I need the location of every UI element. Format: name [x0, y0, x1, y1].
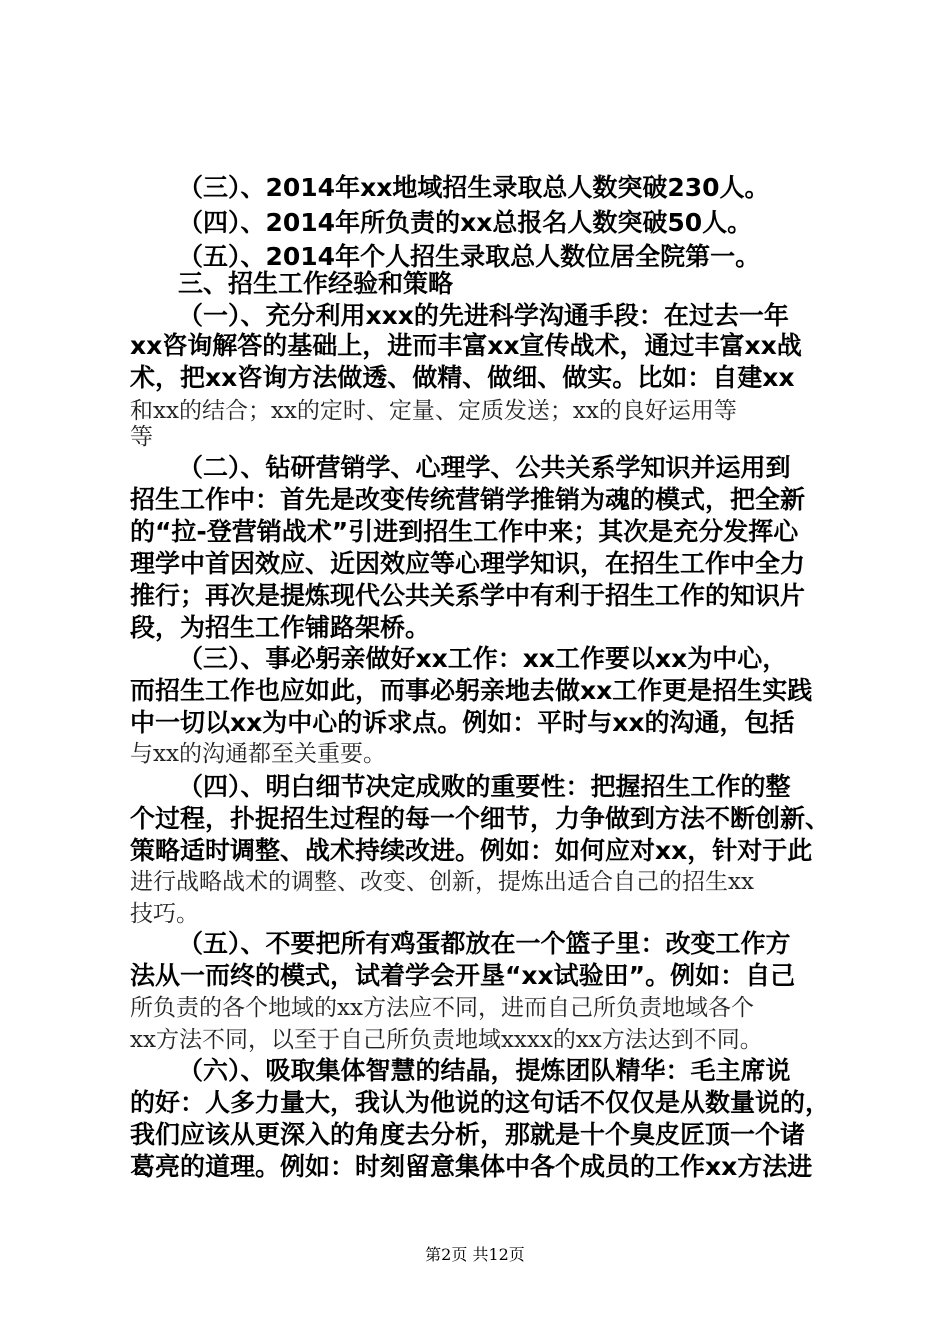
text-line: （二）、钻研营销学、心理学、公共关系学知识并运用到: [178, 453, 791, 482]
text-line: xx方法不同，以至于自己所负责地域xxxx的xx方法达到不同。: [130, 1027, 763, 1053]
text-line: 与xx的沟通都至关重要。: [130, 741, 386, 767]
text-line: 技巧。: [130, 901, 199, 927]
text-line: 段，为招生工作铺路架桥。: [130, 613, 431, 642]
text-line: （四）、2014年所负责的xx总报名人数突破50人。: [178, 208, 753, 237]
text-line: 理学中首因效应、近因效应等心理学知识，在招生工作中全力: [130, 549, 806, 578]
text-line: （一）、充分利用xxx的先进科学沟通手段：在过去一年: [178, 301, 789, 330]
text-line: 推行；再次是提炼现代公共关系学中有利于招生工作的知识片: [130, 581, 806, 610]
text-line: 法从一而终的模式，试着学会开垦“xx试验田”。例如：自己: [130, 961, 796, 990]
text-line: 葛亮的道理。例如：时刻留意集体中各个成员的工作xx方法进: [130, 1152, 813, 1181]
page-number-footer: 第2页 共12页: [425, 1245, 525, 1264]
text-line: 我们应该从更深入的角度去分析，那就是十个臭皮匠顶一个诸: [130, 1120, 806, 1149]
text-line: （三）、2014年xx地域招生录取总人数突破230人。: [178, 173, 770, 202]
text-line: 术，把xx咨询方法做透、做精、做细、做实。比如：自建xx: [130, 363, 795, 392]
text-line: （三）、事必躬亲做好xx工作：xx工作要以xx为中心，: [178, 644, 788, 673]
text-line: 招生工作中：首先是改变传统营销学推销为魂的模式，把全新: [130, 485, 806, 514]
text-line: 而招生工作也应如此，而事必躬亲地去做xx工作更是招生实践: [130, 676, 813, 705]
text-line: [130, 362, 835, 394]
section-heading: 三、招生工作经验和策略: [178, 269, 454, 298]
text-line: 的“拉-登营销战术”引进到招生工作中来；其次是充分发挥心: [130, 517, 799, 546]
text-line: 个过程，扑捉招生过程的每一个细节，力争做到方法不断创新、: [130, 804, 831, 833]
text-line: 等: [130, 424, 153, 450]
text-line: 中一切以xx为中心的诉求点。例如：平时与xx的沟通，包括: [130, 708, 795, 737]
text-line: xx咨询解答的基础上，进而丰富xx宣传战术，通过丰富xx战: [130, 331, 802, 360]
text-line: 和xx的结合；xx的定时、定量、定质发送；xx的良好运用等: [130, 398, 737, 424]
text-line: 的好：人多力量大，我认为他说的这句话不仅仅是从数量说的，: [130, 1088, 831, 1117]
text-line: （五）、2014年个人招生录取总人数位居全院第一。: [178, 242, 761, 271]
text-line: （六）、吸取集体智慧的结晶，提炼团队精华：毛主席说: [178, 1056, 791, 1085]
text-line: 所负责的各个地域的xx方法应不同，进而自己所负责地域各个: [130, 995, 754, 1021]
text-line: （四）、明白细节决定成败的重要性：把握招生工作的整: [178, 772, 791, 801]
text-line: 进行战略战术的调整、改变、创新，提炼出适合自己的招生xx: [130, 869, 754, 895]
text-line: （五）、不要把所有鸡蛋都放在一个篮子里：改变工作方: [178, 929, 791, 958]
text-line: 策略适时调整、战术持续改进。例如：如何应对xx，针对于此: [130, 836, 813, 865]
